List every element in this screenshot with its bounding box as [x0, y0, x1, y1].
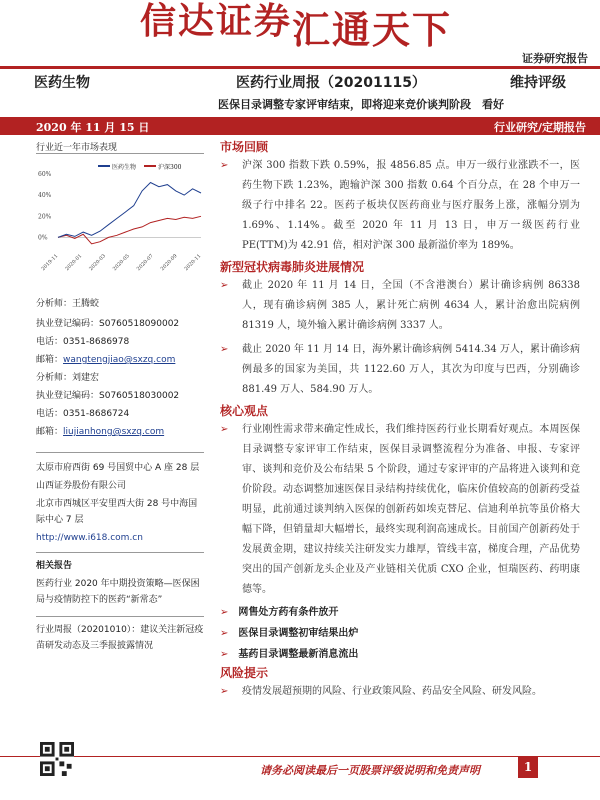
phone2: 电话：0351-8686724 — [36, 409, 130, 419]
legend-industry: 医药生物 — [112, 164, 137, 171]
bold-text-3: 基药目录调整最新消息流出 — [238, 649, 359, 660]
disclaimer: 请务必阅读最后一页股票评级说明和免责声明 — [260, 764, 480, 777]
license1: 执业登记编码：S0760518090002 — [36, 319, 180, 329]
related-report-1[interactable]: 医药行业 2020 年中期投资策略—医保困局与疫情防控下的医药“新常态” — [36, 579, 200, 605]
risk-title: 风险提示 — [220, 666, 269, 680]
bold-item-1 — [220, 603, 338, 618]
core-text: 行业刚性需求带来确定性成长，我们维持医药行业长期看好观点。本周医保目录调整专家评审工作结束，医保目录调整流程分为准备、申报、专家评审、谈判和竞价及公布结果 5 个阶段，通过专家评审的产品将进入谈判和竞价阶段。动态调整加速医保目录结构持续优化，临床价值较高的创新药受益明显，此前通过谈判纳入医保的创新药如埃克替尼、信迪利单抗等虽价格大幅下降，但销量却大幅增长，最终实现利润高速成长。目前国产创新药处于发展黄金期，建议持续关注研发实力雄厚，管线丰富，梯度合理，产品优势突出的国产创新龙头企业及产业链相关优质 CXO 企业，恒瑞医药、药明康德等。 — [242, 424, 580, 595]
address2: 北京市西城区平安里西大街 28 号中海国际中心 7 层 — [36, 499, 198, 525]
company: 山西证券股份有限公司 — [36, 481, 127, 491]
email2-row — [36, 424, 206, 440]
chart-svg — [36, 156, 206, 276]
logo-slogan: 汇通天下 — [292, 7, 453, 52]
market-review-text: 沪深 300 指数下跌 0.59%，报 4856.85 点。申万一级行业涨跌不一，医药生物下跌 1.23%，跑输沪深 300 指数 0.64 个百分点，在 28 个申万一级子行中排名 22。医药子板块仅医药商业与医疗服务上涨，涨幅分别为 1.69%、1.14%。截至 2020 年 11 月 13 日，申万一级医药行业 PE(TTM)为 42.91 倍，相对沪深 300 最新溢价率为 189%。 — [242, 160, 580, 251]
report-category: 行业研究/定期报告 — [493, 121, 586, 134]
chart-legend — [98, 163, 182, 171]
x-tick-label: 2020-09 — [159, 253, 179, 273]
covid-item-2 — [220, 340, 580, 400]
analyst-name: 王腾蛟 — [72, 299, 100, 309]
risk-item — [220, 682, 580, 702]
y-tick-label: 0% — [38, 234, 48, 242]
x-tick-label: 2019-11 — [40, 253, 60, 273]
divider — [36, 552, 204, 553]
sector-label: 医药生物 — [34, 75, 90, 91]
analyst-label: 分析师： — [36, 299, 73, 309]
market-review-title: 市场回顾 — [220, 140, 269, 154]
risk-text: 疫情发展超预期的风险、行业政策风险、药品安全风险、研发风险。 — [242, 686, 542, 697]
analyst-label: 分析师： — [36, 373, 73, 383]
arrow-icon: ➢ — [220, 344, 229, 355]
x-tick-label: 2020-03 — [88, 253, 108, 273]
bold-text-2: 医保目录调整初审结果出炉 — [238, 628, 359, 639]
email-label: 邮箱： — [36, 355, 64, 365]
divider — [36, 153, 204, 154]
logo-text: 信达证券 — [140, 0, 293, 42]
arrow-icon: ➢ — [220, 280, 229, 291]
weekly-title: 医药行业周报（20201115） — [236, 75, 426, 91]
x-tick-label: 2020-05 — [111, 253, 131, 273]
phone1: 电话：0351-8686978 — [36, 337, 130, 347]
header-divider — [0, 66, 600, 69]
core-title: 核心观点 — [220, 404, 269, 418]
email1-link[interactable]: wangtengjiao@sxzq.com — [63, 355, 176, 365]
arrow-icon: ➢ — [220, 649, 229, 660]
logo — [140, 0, 453, 52]
core-item — [220, 420, 580, 600]
license2: 执业登记编码：S0760518030002 — [36, 391, 180, 401]
y-tick-label: 60% — [38, 171, 52, 178]
analyst1 — [36, 296, 206, 312]
market-review — [220, 156, 580, 256]
email2-link[interactable]: liujianhong@sxzq.com — [63, 427, 165, 437]
email-label: 邮箱： — [36, 427, 64, 437]
analyst-name: 刘建宏 — [72, 373, 100, 383]
qr-code-icon — [40, 742, 74, 776]
email1-row — [36, 352, 206, 368]
chart-title: 行业近一年市场表现 — [36, 143, 118, 153]
headline: 医保目录调整专家评审结束，即将迎来竞价谈判阶段 看好 — [218, 98, 504, 111]
website-link[interactable]: http://www.i618.com.cn — [36, 533, 143, 543]
market-chart — [36, 156, 206, 276]
bold-text-1: 网售处方药有条件放开 — [238, 607, 339, 618]
arrow-icon: ➢ — [220, 424, 229, 435]
series-line — [58, 183, 201, 238]
series-line — [58, 216, 201, 244]
arrow-icon: ➢ — [220, 607, 229, 618]
legend-index: 沪深300 — [158, 164, 182, 171]
covid-text-2: 截止 2020 年 11 月 14 日，海外累计确诊病例 5414.34 万人，累计确诊病例最多的国家为美国，共 1122.60 万人，其次为印度与巴西，分别确诊 881.49 万人、584.90 万人。 — [242, 344, 580, 395]
footer-divider — [0, 756, 600, 757]
covid-title: 新型冠状病毒肺炎进展情况 — [220, 260, 365, 274]
analyst2 — [36, 370, 206, 386]
address1: 太原市府西街 69 号国贸中心 A 座 28 层 — [36, 463, 200, 473]
rating-label: 维持评级 — [510, 75, 566, 91]
divider — [36, 616, 204, 617]
y-tick-label: 40% — [38, 192, 52, 200]
page-number: 1 — [518, 756, 538, 778]
bold-item-2 — [220, 624, 358, 639]
report-date: 2020 年 11 月 15 日 — [36, 121, 150, 134]
arrow-icon: ➢ — [220, 628, 229, 639]
bold-item-3 — [220, 645, 358, 660]
related-title: 相关报告 — [36, 561, 73, 571]
arrow-icon: ➢ — [220, 160, 229, 171]
x-tick-label: 2020-01 — [64, 253, 84, 273]
covid-item-1 — [220, 276, 580, 336]
y-tick-label: 20% — [38, 213, 52, 221]
x-tick-label: 2020-11 — [183, 253, 203, 273]
divider — [36, 452, 204, 453]
arrow-icon: ➢ — [220, 686, 229, 697]
x-tick-label: 2020-07 — [135, 253, 155, 273]
related-report-2[interactable]: 行业周报（20201010）：建议关注新冠疫苗研发动态及三季报披露情况 — [36, 625, 204, 651]
covid-text-1: 截止 2020 年 11 月 14 日，全国（不含港澳台）累计确诊病例 86338 人，现有确诊病例 385 人，累计死亡病例 4634 人，累计治愈出院病例 81319 人，境外输入累计确诊病例 3337 人。 — [242, 280, 580, 331]
report-type: 证券研究报告 — [522, 52, 588, 65]
